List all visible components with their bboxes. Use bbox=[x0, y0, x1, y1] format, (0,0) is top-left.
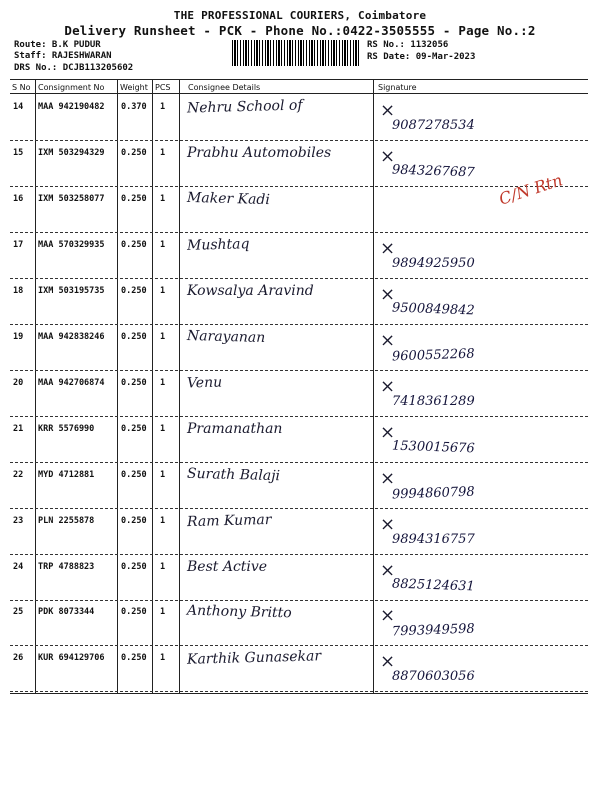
row-weight: 0.250 bbox=[121, 424, 147, 434]
row-weight: 0.250 bbox=[121, 653, 147, 663]
row-consignment-no: TRP 4788823 bbox=[38, 562, 95, 572]
row-pcs: 1 bbox=[160, 286, 166, 296]
row-weight: 0.250 bbox=[121, 378, 147, 388]
barcode bbox=[232, 40, 360, 66]
row-pcs: 1 bbox=[160, 607, 166, 617]
signature-scribble: × bbox=[380, 468, 396, 489]
row-signature: 9994860798 bbox=[391, 484, 475, 503]
header-sno: S No bbox=[12, 83, 31, 92]
row-consignee: Pramanathan bbox=[187, 421, 283, 437]
row-sno: 14 bbox=[13, 102, 24, 112]
row-signature: 1530015676 bbox=[391, 438, 475, 457]
table-top-rule bbox=[10, 79, 588, 80]
rs-date: RS Date: 09-Mar-2023 bbox=[367, 52, 476, 62]
row-consignment-no: MAA 942190482 bbox=[38, 102, 105, 112]
row-signature: 9600552268 bbox=[391, 346, 475, 365]
row-consignee: Best Active bbox=[187, 559, 268, 575]
row-separator bbox=[10, 186, 588, 187]
route-label: Route: B.K PUDUR bbox=[14, 40, 101, 50]
row-consignee: Nehru School of bbox=[186, 97, 303, 117]
table-bottom-rule bbox=[10, 693, 588, 694]
row-separator bbox=[10, 370, 588, 371]
row-signature: 7418361289 bbox=[392, 394, 475, 409]
row-weight: 0.250 bbox=[121, 516, 147, 526]
row-weight: 0.250 bbox=[121, 607, 147, 617]
row-separator bbox=[10, 324, 588, 325]
row-separator bbox=[10, 600, 588, 601]
row-consignee: Narayanan bbox=[186, 327, 266, 347]
signature-scribble: × bbox=[380, 330, 396, 351]
row-pcs: 1 bbox=[160, 194, 166, 204]
row-signature: 9894316757 bbox=[392, 532, 475, 547]
row-separator bbox=[10, 691, 588, 692]
return-note: C/N Rtn bbox=[496, 170, 565, 209]
row-sno: 23 bbox=[13, 516, 24, 526]
signature-scribble: × bbox=[380, 100, 396, 121]
row-consignee: Maker Kadi bbox=[186, 189, 271, 209]
signature-scribble: × bbox=[380, 422, 396, 443]
rs-number: RS No.: 1132056 bbox=[367, 40, 449, 50]
row-consignee: Mushtaq bbox=[186, 236, 250, 254]
row-separator bbox=[10, 278, 588, 279]
row-consignment-no: IXM 503294329 bbox=[38, 148, 105, 158]
row-signature: 7993949598 bbox=[391, 621, 475, 640]
row-weight: 0.250 bbox=[121, 470, 147, 480]
row-weight: 0.370 bbox=[121, 102, 147, 112]
row-consignment-no: MAA 570329935 bbox=[38, 240, 105, 250]
row-weight: 0.250 bbox=[121, 332, 147, 342]
header-consignee: Consignee Details bbox=[188, 83, 261, 92]
row-consignment-no: MAA 942838246 bbox=[38, 332, 105, 342]
row-consignment-no: IXM 503195735 bbox=[38, 286, 105, 296]
row-pcs: 1 bbox=[160, 378, 166, 388]
row-consignment-no: IXM 503258077 bbox=[38, 194, 105, 204]
row-consignment-no: PDK 8073344 bbox=[38, 607, 95, 617]
row-pcs: 1 bbox=[160, 424, 166, 434]
header-consignment: Consignment No bbox=[38, 83, 105, 92]
header-pcs: PCS bbox=[155, 83, 171, 92]
row-separator bbox=[10, 462, 588, 463]
row-signature: 9843267687 bbox=[391, 162, 475, 181]
row-pcs: 1 bbox=[160, 240, 166, 250]
row-signature: 9894925950 bbox=[392, 256, 475, 271]
row-sno: 25 bbox=[13, 607, 24, 617]
row-consignment-no: MAA 942706874 bbox=[38, 378, 105, 388]
signature-scribble: × bbox=[380, 284, 396, 305]
drs-number: DRS No.: DCJB113205602 bbox=[14, 63, 134, 73]
row-sno: 20 bbox=[13, 378, 24, 388]
row-consignment-no: PLN 2255878 bbox=[38, 516, 95, 526]
row-separator bbox=[10, 140, 588, 141]
row-consignment-no: KRR 5576990 bbox=[38, 424, 95, 434]
row-consignment-no: MYD 4712881 bbox=[38, 470, 95, 480]
row-separator bbox=[10, 554, 588, 555]
signature-scribble: × bbox=[380, 651, 396, 672]
row-signature: 9500849842 bbox=[391, 300, 475, 319]
table-header-rule bbox=[10, 93, 588, 94]
row-pcs: 1 bbox=[160, 470, 166, 480]
header-signature: Signature bbox=[378, 83, 417, 92]
row-pcs: 1 bbox=[160, 102, 166, 112]
row-separator bbox=[10, 416, 588, 417]
row-weight: 0.250 bbox=[121, 286, 147, 296]
row-consignee: Karthik Gunasekar bbox=[186, 648, 322, 668]
runsheet-subtitle: Delivery Runsheet - PCK - Phone No.:0422-3505555 - Page No.:2 bbox=[64, 23, 536, 38]
signature-scribble: × bbox=[380, 560, 396, 581]
row-weight: 0.250 bbox=[121, 562, 147, 572]
row-consignee: Prabhu Automobiles bbox=[187, 145, 332, 161]
row-consignee: Ram Kumar bbox=[186, 511, 272, 531]
row-sno: 26 bbox=[13, 653, 24, 663]
staff-label: Staff: RAJESHWARAN bbox=[14, 51, 112, 61]
row-consignment-no: KUR 694129706 bbox=[38, 653, 105, 663]
row-signature: 8870603056 bbox=[392, 669, 475, 684]
row-sno: 19 bbox=[13, 332, 24, 342]
row-separator bbox=[10, 232, 588, 233]
row-pcs: 1 bbox=[160, 516, 166, 526]
signature-scribble: × bbox=[380, 146, 396, 167]
runsheet-title: THE PROFESSIONAL COURIERS, Coimbatore bbox=[173, 9, 427, 22]
signature-scribble: × bbox=[380, 376, 396, 397]
row-sno: 17 bbox=[13, 240, 24, 250]
row-pcs: 1 bbox=[160, 562, 166, 572]
row-signature: 9087278534 bbox=[392, 118, 475, 133]
header-weight: Weight bbox=[120, 83, 148, 92]
row-weight: 0.250 bbox=[121, 194, 147, 204]
signature-scribble: × bbox=[380, 605, 396, 626]
row-signature: 8825124631 bbox=[391, 576, 475, 595]
signature-scribble: × bbox=[380, 514, 396, 535]
row-sno: 21 bbox=[13, 424, 24, 434]
row-weight: 0.250 bbox=[121, 148, 147, 158]
row-consignee: Kowsalya Aravind bbox=[187, 283, 314, 299]
row-separator bbox=[10, 508, 588, 509]
row-weight: 0.250 bbox=[121, 240, 147, 250]
row-consignee: Surath Balaji bbox=[186, 465, 281, 485]
row-separator bbox=[10, 645, 588, 646]
row-sno: 16 bbox=[13, 194, 24, 204]
row-consignee: Anthony Britto bbox=[186, 602, 292, 622]
row-sno: 18 bbox=[13, 286, 24, 296]
row-sno: 22 bbox=[13, 470, 24, 480]
row-pcs: 1 bbox=[160, 332, 166, 342]
row-consignee: Venu bbox=[186, 374, 223, 392]
row-sno: 15 bbox=[13, 148, 24, 158]
row-sno: 24 bbox=[13, 562, 24, 572]
signature-scribble: × bbox=[380, 238, 396, 259]
row-pcs: 1 bbox=[160, 653, 166, 663]
row-pcs: 1 bbox=[160, 148, 166, 158]
